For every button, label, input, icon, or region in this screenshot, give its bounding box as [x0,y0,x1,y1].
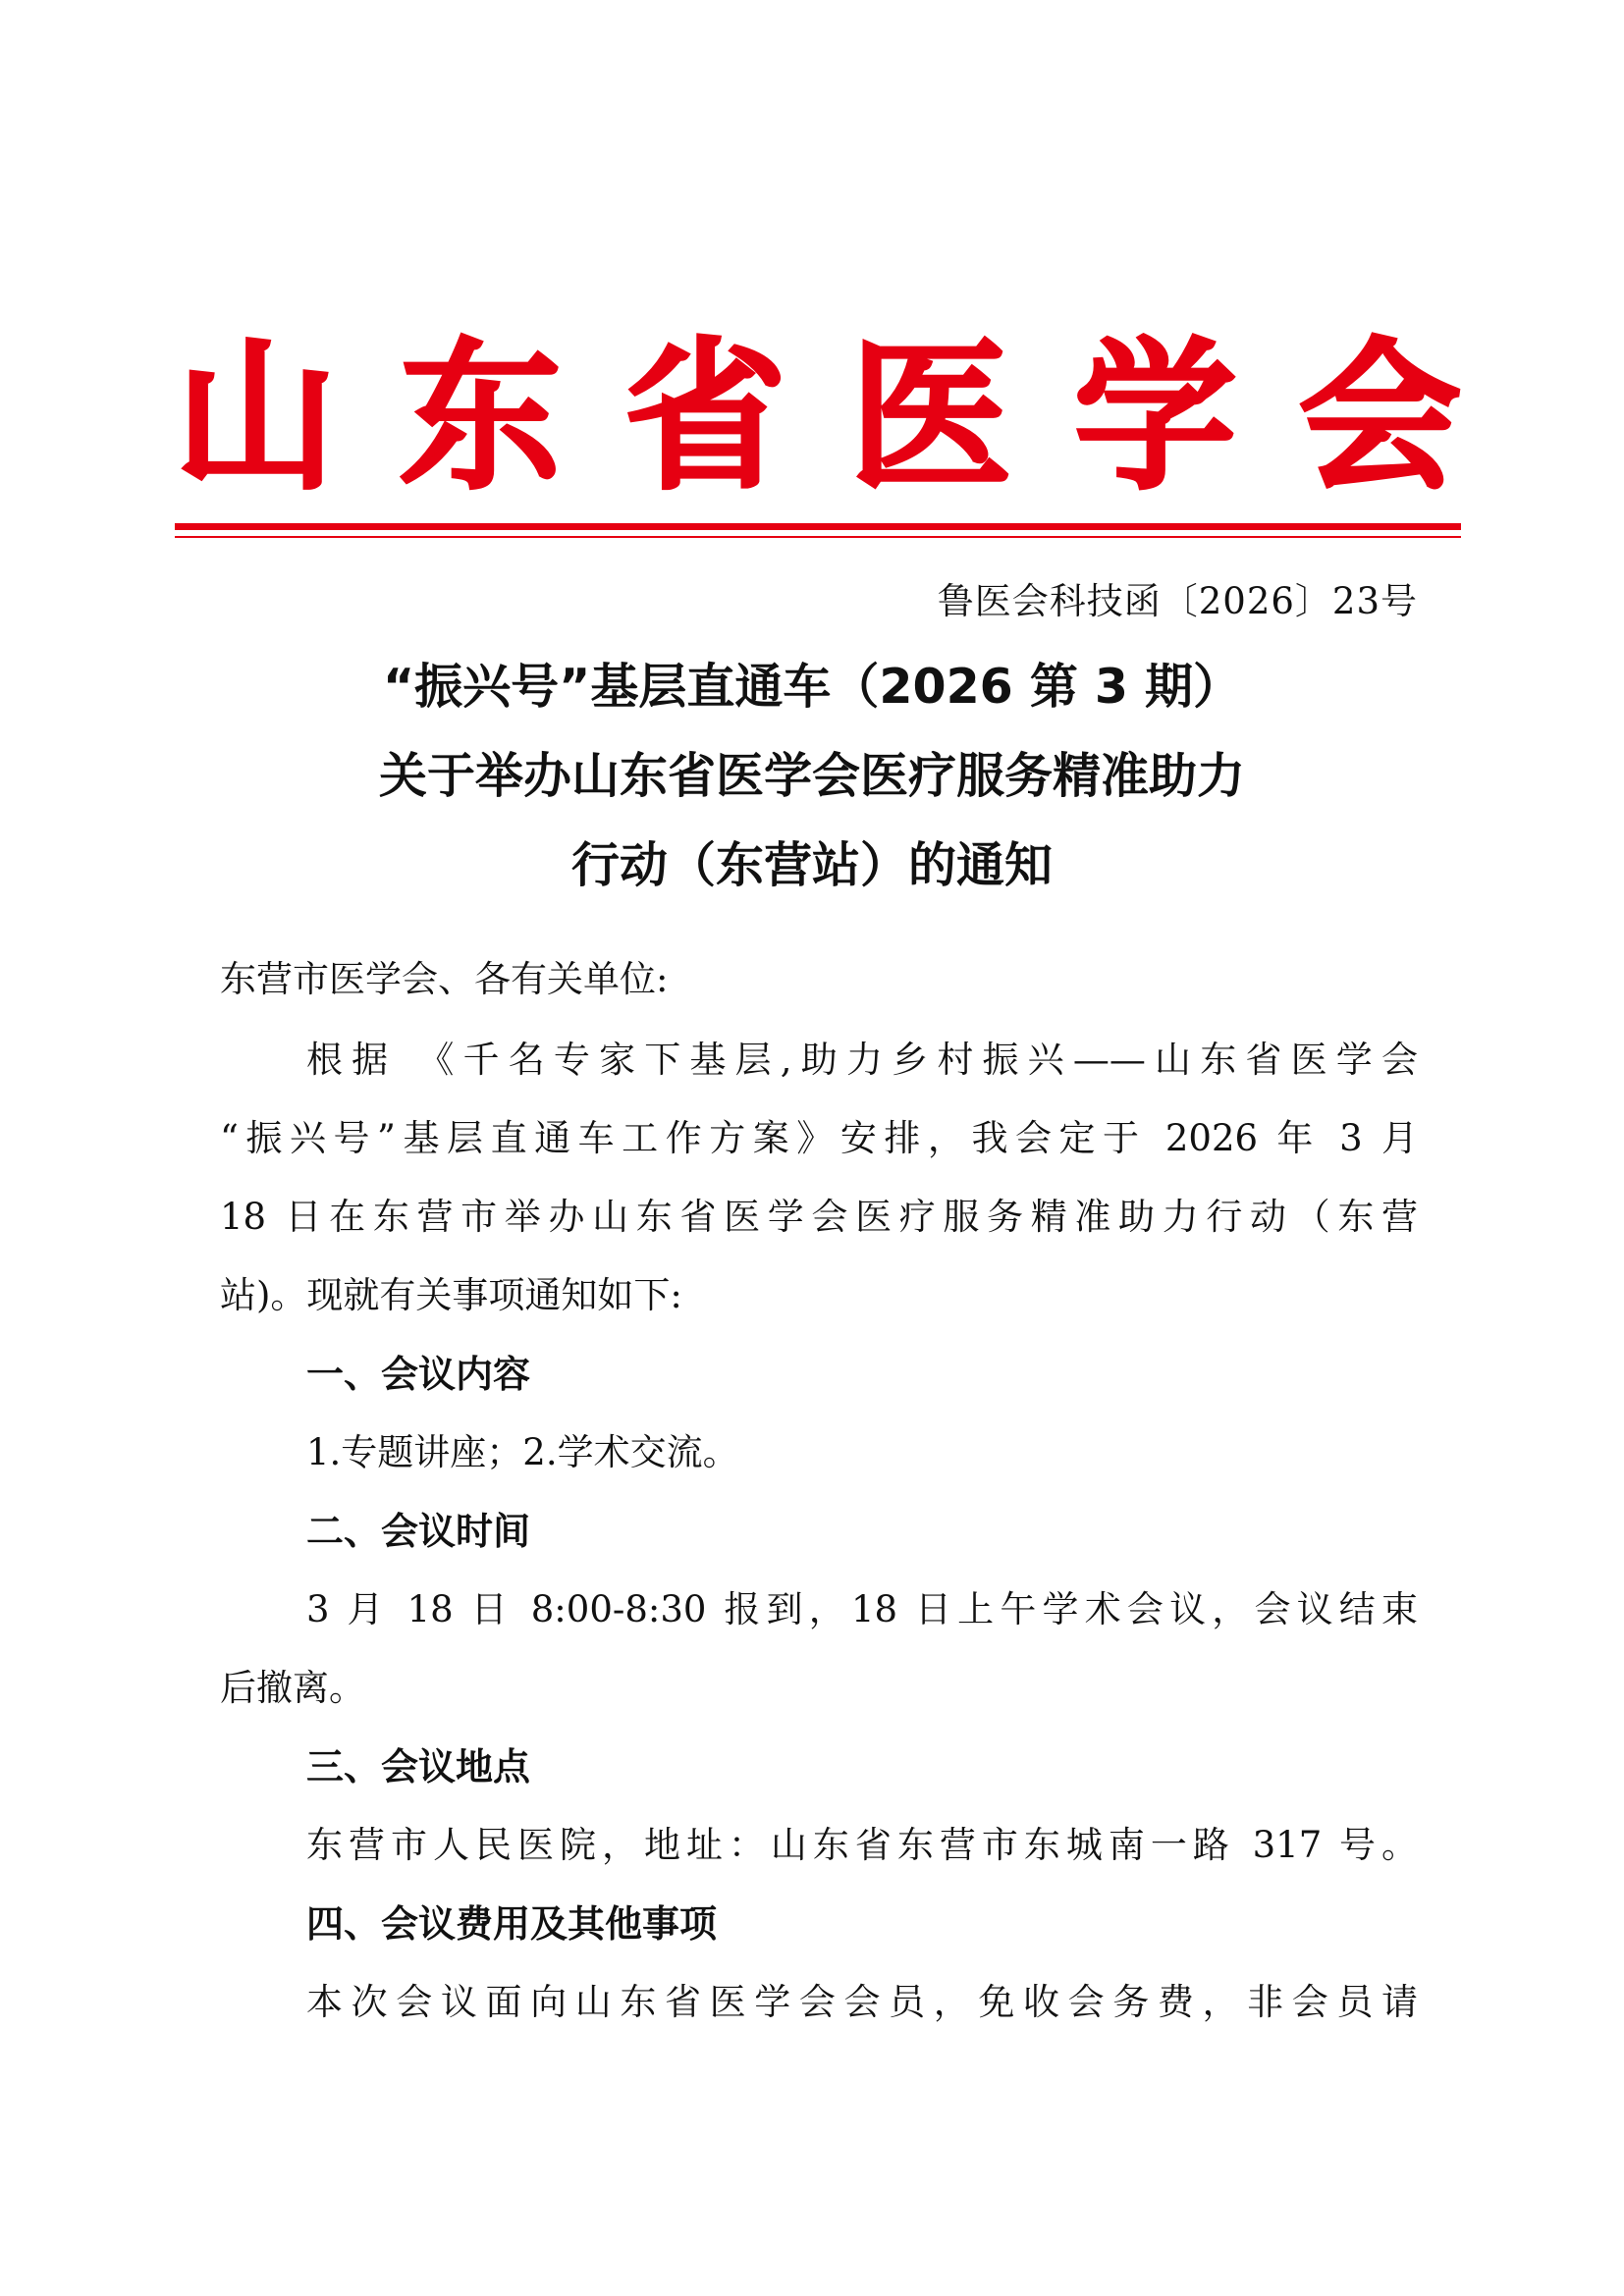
title-line-1: “振兴号”基层直通车（2026 第 3 期） [382,659,1242,715]
letterhead-rule-thick [175,523,1461,530]
section-text-content: 1.专题讲座；2.学术交流。 [306,1431,739,1473]
salutation: 东营市医学会、各有关单位: [220,958,669,1000]
letterhead-rule-thin [175,536,1461,538]
letterhead-char: 会 [1299,322,1461,511]
letterhead-char: 东 [400,322,562,511]
section-heading-fees: 四、会议费用及其他事项 [306,1902,718,1946]
intro-line-3: 18 日在东营市举办山东省医学会医疗服务精准助力行动（东营 [220,1196,1418,1238]
title-line-3: 行动（东营站）的通知 [570,837,1053,893]
letterhead-char: 学 [1074,322,1236,511]
intro-line-2: “振兴号”基层直通车工作方案》安排，我会定于 2026 年 3 月 [220,1117,1418,1159]
section-text-venue: 东营市人民医院，地址：山东省东营市东城南一路 317 号。 [306,1824,1418,1866]
intro-line-4: 站)。现就有关事项通知如下: [220,1274,682,1316]
document-number: 鲁医会科技函〔2026〕23号 [937,580,1418,622]
section-text-fees: 本次会议面向山东省医学会会员，免收会务费，非会员请 [306,1981,1418,2023]
section-heading-content: 一、会议内容 [306,1353,531,1396]
letterhead-char: 山 [175,322,337,511]
letterhead-char: 省 [624,322,786,511]
letterhead-char: 医 [849,322,1011,511]
section-heading-time: 二、会议时间 [306,1510,531,1553]
intro-line-1: 根据 《千名专家下基层,助力乡村振兴——山东省医学会 [306,1039,1418,1081]
section-heading-venue: 三、会议地点 [306,1745,531,1789]
section-text-time-2: 后撤离。 [220,1667,365,1709]
section-text-time-1: 3 月 18 日 8:00-8:30 报到，18 日上午学术会议，会议结束 [306,1588,1418,1630]
letterhead [175,324,1461,510]
title-line-2: 关于举办山东省医学会医疗服务精准助力 [378,748,1245,804]
